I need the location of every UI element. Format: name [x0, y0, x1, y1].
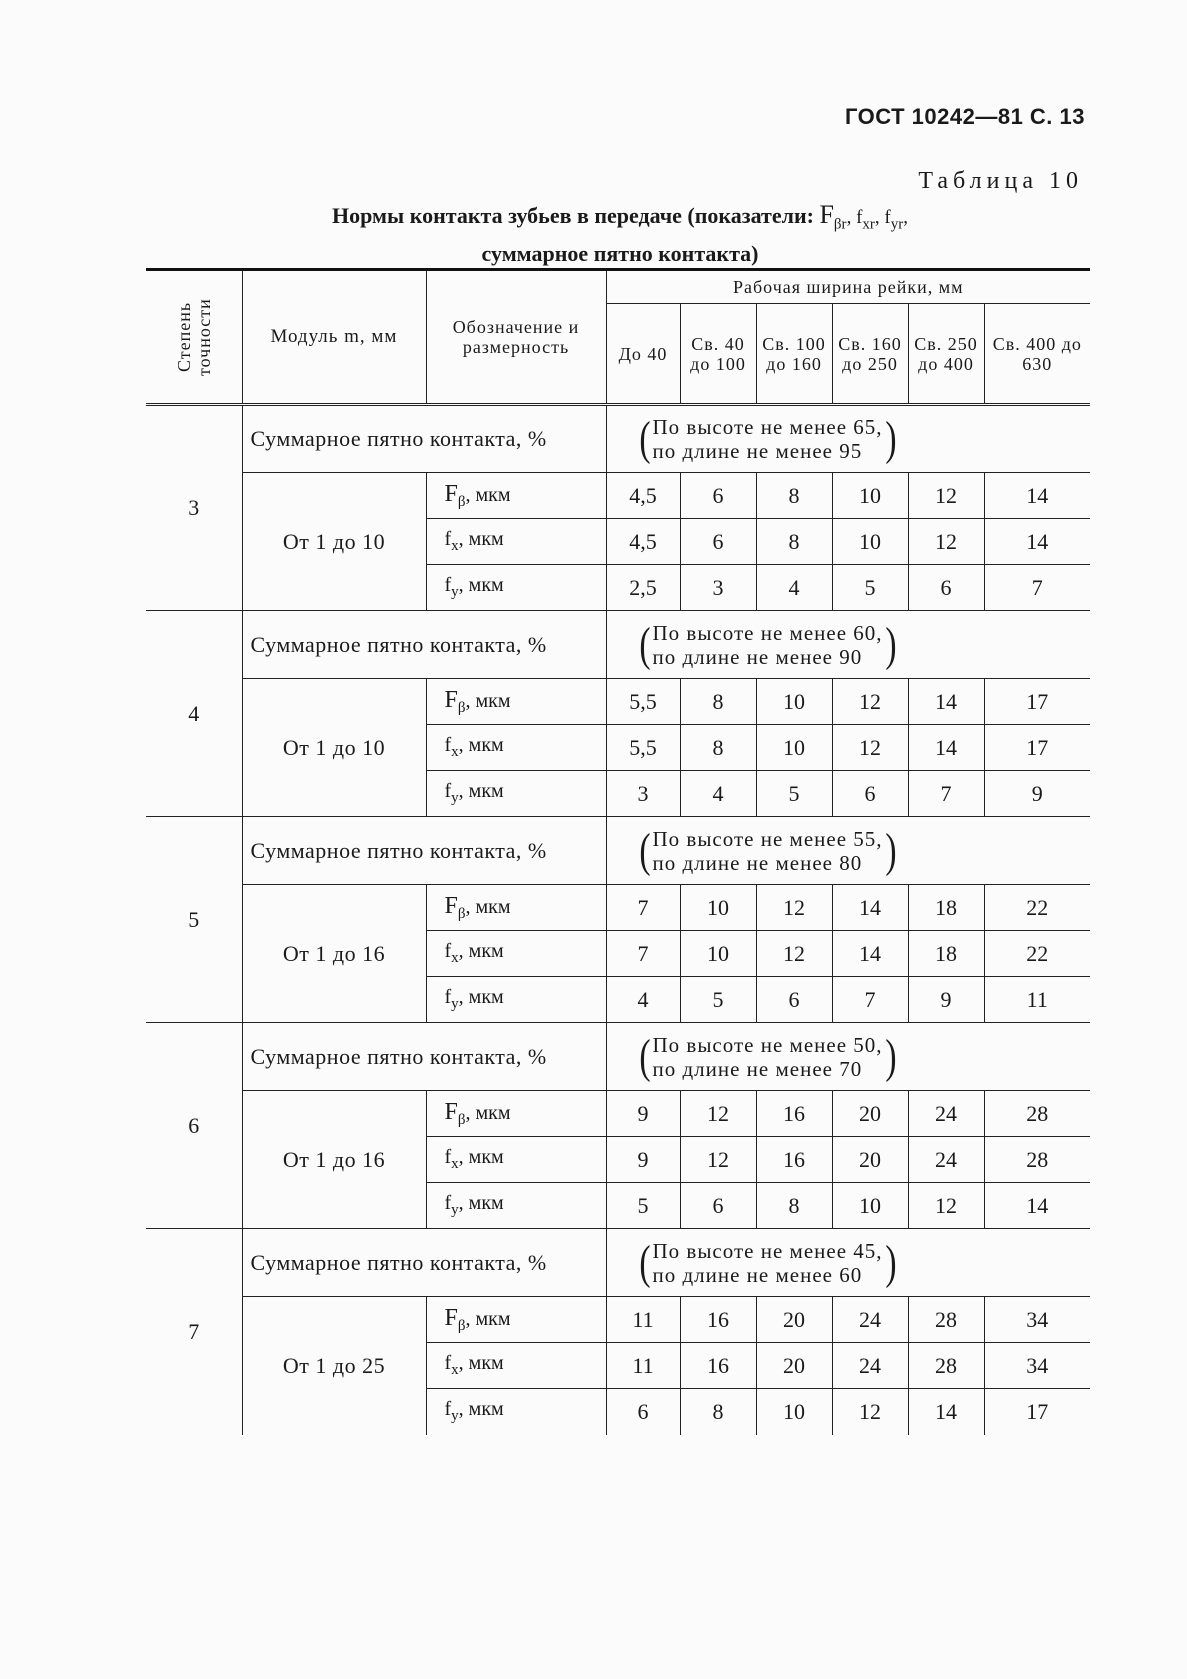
F-beta-label-subscript: β — [457, 1111, 466, 1128]
module-cell: От 1 до 25 — [242, 1297, 426, 1435]
value-cell: 20 — [832, 1137, 908, 1183]
F-beta-row — [146, 473, 1090, 519]
grade-cell: 3 — [188, 495, 200, 520]
value-cell: 7 — [984, 565, 1090, 611]
F-beta-label-symbol: F — [444, 686, 458, 713]
value-cell: 12 — [680, 1091, 756, 1137]
fx-label-symbol: f — [444, 1146, 452, 1168]
value-cell: 7 — [606, 885, 680, 931]
value-cell: 7 — [832, 977, 908, 1023]
value-cell: 17 — [984, 1389, 1090, 1435]
fx-label-subscript: x — [451, 1362, 459, 1378]
value-cell: 10 — [680, 885, 756, 931]
table-caption: Нормы контакта зубьев в передаче (показатели: $F_{\beta r}$, $f_{xr}$, $f_{yr}$, суммарное пятно контакта) — [150, 200, 1090, 269]
value-cell: 11 — [984, 977, 1090, 1023]
value-cell: 14 — [832, 885, 908, 931]
fx-label-subscript: x — [451, 1156, 459, 1172]
value-cell: 28 — [984, 1137, 1090, 1183]
header-designation: Обозначение и размерность — [426, 270, 606, 405]
value-cell: 11 — [606, 1297, 680, 1343]
caption-f2: f — [884, 207, 891, 228]
contact-note: ( По высоте не менее 50, по длине не менее 70 ) — [606, 1023, 1090, 1091]
value-cell: 24 — [832, 1297, 908, 1343]
value-cell: 12 — [832, 1389, 908, 1435]
fx-label — [426, 725, 606, 771]
value-cell: 9 — [984, 771, 1090, 817]
value-cell: 6 — [756, 977, 832, 1023]
fy-label — [426, 771, 606, 817]
value-cell: 18 — [908, 885, 984, 931]
F-beta-label-symbol: F — [444, 892, 458, 919]
value-cell: 12 — [832, 725, 908, 771]
value-cell: 10 — [832, 519, 908, 565]
value-cell: 5,5 — [606, 679, 680, 725]
F-beta-label-subscript: β — [457, 1317, 466, 1334]
value-cell: 14 — [832, 931, 908, 977]
fx-label-symbol: f — [444, 734, 452, 756]
value-cell: 14 — [908, 725, 984, 771]
value-cell: 9 — [908, 977, 984, 1023]
value-cell: 6 — [832, 771, 908, 817]
value-cell: 34 — [984, 1297, 1090, 1343]
contact-note-line1: По высоте не менее 60, — [652, 620, 883, 645]
contact-note: ( По высоте не менее 60, по длине не менее 90 ) — [606, 611, 1090, 679]
fy-label-unit: , мкм — [458, 780, 504, 802]
value-cell: 5,5 — [606, 725, 680, 771]
header-width-0: До 40 — [606, 304, 680, 405]
grade-cell: 5 — [146, 817, 242, 1023]
caption-prefix: Нормы контакта зубьев в передаче (показатели: — [332, 203, 820, 228]
value-cell: 20 — [832, 1091, 908, 1137]
value-cell: 14 — [908, 679, 984, 725]
value-cell: 12 — [756, 931, 832, 977]
F-beta-label-symbol: F — [444, 1304, 458, 1331]
fx-label-subscript: x — [451, 950, 459, 966]
value-cell: 5 — [832, 565, 908, 611]
fy-label-unit: , мкм — [458, 986, 504, 1008]
fy-label-symbol: f — [444, 986, 452, 1008]
F-beta-label — [426, 1091, 606, 1137]
F-beta-label-unit: , мкм — [465, 689, 511, 712]
value-cell: 8 — [756, 473, 832, 519]
value-cell: 12 — [832, 679, 908, 725]
contact-note-line1: По высоте не менее 50, — [652, 1032, 883, 1057]
value-cell: 8 — [756, 519, 832, 565]
fx-label-unit: , мкм — [458, 1352, 504, 1374]
caption-f1: f — [856, 207, 863, 228]
contact-note-line1: По высоте не менее 65, — [652, 415, 883, 439]
header-width-3: Св. 160 до 250 — [832, 304, 908, 405]
value-cell: 12 — [908, 473, 984, 519]
value-cell: 20 — [756, 1343, 832, 1389]
module-cell: От 1 до 10 — [242, 473, 426, 611]
contact-note-line2: по длине не менее 80 — [652, 850, 863, 875]
fy-label-unit: , мкм — [458, 574, 504, 596]
page-header: ГОСТ 10242—81 С. 13 — [844, 104, 1085, 129]
module-cell: От 1 до 10 — [242, 679, 426, 817]
F-beta-label — [426, 885, 606, 931]
value-cell: 5 — [680, 977, 756, 1023]
contact-note: ( По высоте не менее 65, по длине не менее 95 ) — [606, 405, 1090, 473]
caption-F-sub: βr — [833, 216, 847, 233]
table-body — [146, 405, 1090, 1435]
grade-cell: 6 — [146, 1023, 242, 1229]
contact-row — [146, 1229, 1090, 1297]
value-cell: 4,5 — [606, 519, 680, 565]
fx-label-unit: , мкм — [458, 940, 504, 962]
contact-row — [146, 611, 1090, 679]
value-cell: 8 — [680, 679, 756, 725]
value-cell: 12 — [908, 1183, 984, 1229]
fy-label-symbol: f — [444, 1192, 452, 1214]
value-cell: 6 — [908, 565, 984, 611]
value-cell: 28 — [908, 1343, 984, 1389]
caption-f1-sub: xr — [862, 216, 875, 233]
value-cell: 4,5 — [606, 473, 680, 519]
value-cell: 17 — [984, 679, 1090, 725]
fy-label-subscript: y — [451, 1202, 459, 1218]
header-width-group: Рабочая ширина рейки, мм — [606, 270, 1090, 304]
contact-label: Суммарное пятно контакта, % — [242, 817, 606, 885]
F-beta-row — [146, 1091, 1090, 1137]
value-cell: 4 — [756, 565, 832, 611]
F-beta-label-subscript: β — [457, 905, 466, 922]
value-cell: 18 — [908, 931, 984, 977]
contact-label: Суммарное пятно контакта, % — [242, 1023, 606, 1091]
value-cell: 10 — [756, 1389, 832, 1435]
norms-table — [146, 268, 1090, 1435]
value-cell: 2,5 — [606, 565, 680, 611]
F-beta-label — [426, 473, 606, 519]
F-beta-row — [146, 1297, 1090, 1343]
value-cell: 16 — [680, 1343, 756, 1389]
table-head — [146, 270, 1090, 405]
value-cell: 10 — [756, 679, 832, 725]
fx-label-symbol: f — [444, 1352, 452, 1374]
F-beta-label-subscript: β — [457, 699, 466, 716]
header-width-4: Св. 250 до 400 — [908, 304, 984, 405]
fx-label-unit: , мкм — [458, 734, 504, 756]
header-grade — [146, 270, 242, 405]
value-cell: 14 — [984, 473, 1090, 519]
value-cell: 11 — [606, 1343, 680, 1389]
value-cell: 10 — [832, 473, 908, 519]
value-cell: 12 — [680, 1137, 756, 1183]
module-cell: От 1 до 16 — [242, 885, 426, 1023]
value-cell: 24 — [908, 1137, 984, 1183]
fy-label — [426, 565, 606, 611]
fy-label-symbol: f — [444, 1398, 452, 1421]
fy-label-unit: , мкм — [458, 1398, 504, 1421]
fx-label-symbol: f — [444, 940, 452, 962]
header-width-5: Св. 400 до 630 — [984, 304, 1090, 405]
module-cell: От 1 до 16 — [242, 1091, 426, 1229]
contact-note: ( По высоте не менее 55, по длине не менее 80 ) — [606, 817, 1090, 885]
contact-row — [146, 1023, 1090, 1091]
contact-note-line2: по длине не менее 90 — [652, 644, 863, 669]
F-beta-label-subscript: β — [457, 493, 466, 510]
value-cell: 6 — [606, 1389, 680, 1435]
F-beta-label-symbol: F — [444, 1098, 458, 1125]
fy-label-unit: , мкм — [458, 1192, 504, 1214]
fx-label-symbol: f — [444, 528, 452, 550]
value-cell: 4 — [680, 771, 756, 817]
fy-label — [426, 1183, 606, 1229]
value-cell: 28 — [984, 1091, 1090, 1137]
value-cell: 16 — [756, 1137, 832, 1183]
caption-F: F — [819, 200, 834, 229]
fy-label-subscript: y — [451, 1408, 459, 1425]
fy-label-subscript: y — [451, 584, 459, 600]
fx-label-subscript: x — [451, 744, 459, 760]
fx-label-unit: , мкм — [458, 528, 504, 550]
contact-label: Суммарное пятно контакта, % — [242, 405, 606, 473]
value-cell: 22 — [984, 931, 1090, 977]
contact-note-line1: По высоте не менее 45, — [652, 1238, 883, 1263]
value-cell: 12 — [756, 885, 832, 931]
fy-label — [426, 1389, 606, 1435]
F-beta-row — [146, 679, 1090, 725]
value-cell: 10 — [680, 931, 756, 977]
contact-label: Суммарное пятно контакта, % — [242, 611, 606, 679]
contact-note-line1: По высоте не менее 55, — [652, 826, 883, 851]
F-beta-label-unit: , мкм — [465, 1101, 511, 1124]
value-cell: 12 — [908, 519, 984, 565]
value-cell: 10 — [756, 725, 832, 771]
value-cell: 16 — [680, 1297, 756, 1343]
F-beta-label — [426, 1297, 606, 1343]
fx-label-unit: , мкм — [458, 1146, 504, 1168]
caption-f2-sub: yr — [890, 216, 904, 233]
value-cell: 22 — [984, 885, 1090, 931]
grade-cell: 4 — [146, 611, 242, 817]
value-cell: 24 — [832, 1343, 908, 1389]
contact-row — [146, 405, 1090, 473]
header-width-1: Св. 40 до 100 — [680, 304, 756, 405]
value-cell: 8 — [756, 1183, 832, 1229]
value-cell: 14 — [984, 1183, 1090, 1229]
fy-label-symbol: f — [444, 780, 452, 802]
contact-note: ( По высоте не менее 45, по длине не менее 60 ) — [606, 1229, 1090, 1297]
table-label: Таблица 10 — [918, 168, 1083, 194]
contact-note-line2: по длине не менее 60 — [652, 1262, 863, 1287]
fy-label — [426, 977, 606, 1023]
F-beta-label-symbol: F — [444, 480, 458, 507]
header-width-2: Св. 100 до 160 — [756, 304, 832, 405]
value-cell: 5 — [756, 771, 832, 817]
caption-line2: суммарное пятно контакта) — [481, 241, 759, 267]
fy-label-subscript: y — [451, 790, 459, 806]
fy-label-subscript: y — [451, 996, 459, 1012]
fx-label-subscript: x — [451, 538, 459, 554]
value-cell: 8 — [680, 725, 756, 771]
value-cell: 7 — [908, 771, 984, 817]
F-beta-label — [426, 679, 606, 725]
value-cell: 3 — [606, 771, 680, 817]
contact-row — [146, 817, 1090, 885]
fx-label — [426, 931, 606, 977]
value-cell: 20 — [756, 1297, 832, 1343]
value-cell: 3 — [680, 565, 756, 611]
value-cell: 5 — [606, 1183, 680, 1229]
fx-label — [426, 519, 606, 565]
grade-cell: 7 — [146, 1229, 242, 1435]
F-beta-label-unit: , мкм — [465, 1307, 511, 1330]
value-cell: 17 — [984, 725, 1090, 771]
F-beta-label-unit: , мкм — [465, 895, 511, 918]
value-cell: 10 — [832, 1183, 908, 1229]
contact-label: Суммарное пятно контакта, % — [242, 1229, 606, 1297]
value-cell: 9 — [606, 1091, 680, 1137]
value-cell: 34 — [984, 1343, 1090, 1389]
F-beta-label-unit: , мкм — [465, 483, 511, 506]
value-cell: 8 — [680, 1389, 756, 1435]
value-cell: 14 — [984, 519, 1090, 565]
value-cell: 16 — [756, 1091, 832, 1137]
contact-note-line2: по длине не менее 95 — [652, 439, 863, 463]
value-cell: 24 — [908, 1091, 984, 1137]
value-cell: 6 — [680, 519, 756, 565]
value-cell: 7 — [606, 931, 680, 977]
contact-note-line2: по длине не менее 70 — [652, 1056, 863, 1081]
value-cell: 9 — [606, 1137, 680, 1183]
fx-label — [426, 1343, 606, 1389]
fy-label-symbol: f — [444, 574, 452, 596]
value-cell: 6 — [680, 473, 756, 519]
value-cell: 14 — [908, 1389, 984, 1435]
value-cell: 4 — [606, 977, 680, 1023]
fx-label — [426, 1137, 606, 1183]
value-cell: 28 — [908, 1297, 984, 1343]
header-grade-text: Степень точности — [173, 298, 214, 376]
F-beta-row — [146, 885, 1090, 931]
header-module: Модуль m, мм — [242, 270, 426, 405]
value-cell: 6 — [680, 1183, 756, 1229]
